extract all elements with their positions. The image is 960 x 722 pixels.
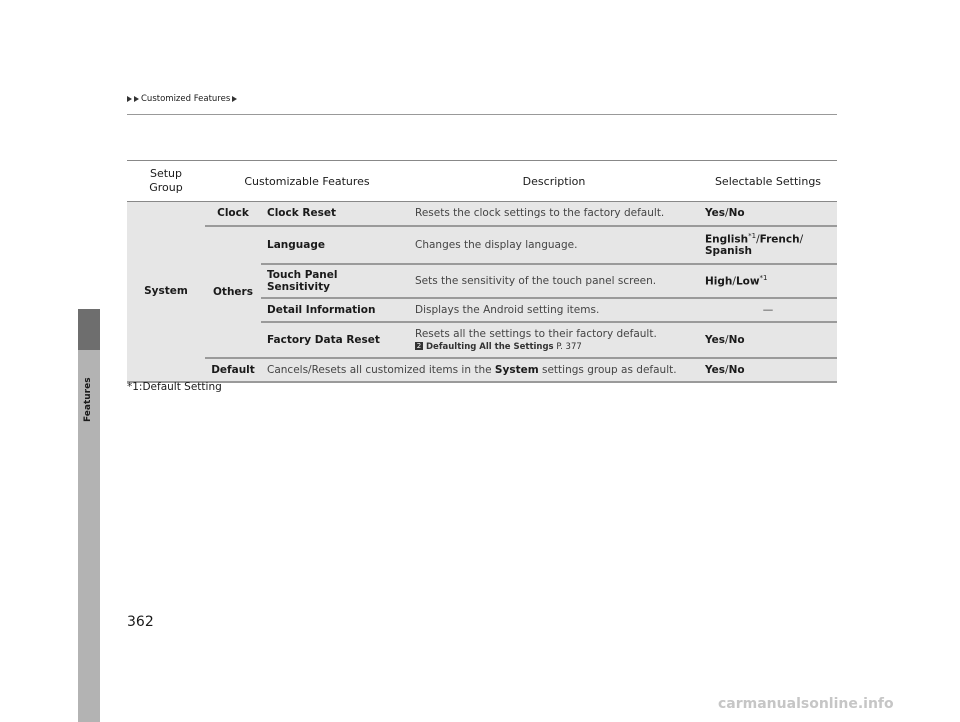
reference-arrow-icon: 2: [416, 342, 422, 350]
setting-french: French: [759, 233, 800, 246]
table-row: [127, 358, 837, 382]
settings-cell: —: [699, 298, 837, 322]
setting-yes: Yes: [705, 333, 726, 346]
reference-page: P. 377: [556, 341, 582, 352]
setting-separator: /: [732, 275, 736, 288]
description-cell: Displays the Android setting items.: [409, 298, 699, 322]
setting-separator: /: [725, 363, 729, 376]
setting-no: No: [728, 363, 745, 376]
setting-separator: /: [725, 333, 729, 346]
setting-high: High: [705, 275, 733, 288]
settings-cell: [699, 202, 837, 226]
breadcrumb: [127, 94, 237, 104]
description-cell: Resets the clock settings to the factory default.: [409, 202, 699, 226]
setting-no: No: [728, 333, 745, 346]
description-cell: Sets the sensitivity of the touch panel screen.: [409, 264, 699, 298]
setting-low: Low: [735, 275, 760, 288]
setting-spanish: Spanish: [705, 245, 752, 258]
setting-separator: /: [799, 233, 804, 246]
settings-cell: [699, 226, 837, 264]
feature-cell: Detail Information: [261, 298, 409, 322]
footnote: *1:Default Setting: [127, 381, 222, 393]
description-text: settings group as default.: [542, 363, 677, 376]
footnote-marker: *1: [759, 273, 768, 282]
table-header-row: [127, 161, 837, 202]
table-row: [127, 226, 837, 264]
col-header-features: Customizable Features: [205, 161, 409, 202]
cross-reference-link[interactable]: [415, 342, 693, 352]
header-rule: [127, 114, 837, 115]
customizable-features-table: [127, 160, 837, 383]
breadcrumb-arrow-icon: [232, 96, 237, 102]
side-section-label: Features: [83, 377, 93, 423]
subgroup-cell-default: Default: [205, 358, 261, 382]
description-text: Cancels/Resets all customized items in the: [267, 363, 492, 376]
breadcrumb-arrow-icon: [127, 96, 132, 102]
description-emphasis: System: [494, 363, 539, 376]
side-section-tab-marker: [78, 309, 100, 350]
setting-no: No: [728, 207, 745, 220]
subgroup-cell-others: Others: [205, 226, 261, 358]
reference-title: Defaulting All the Settings: [426, 341, 554, 352]
subgroup-cell-clock: Clock: [205, 202, 261, 226]
group-cell-system: System: [127, 202, 205, 382]
col-header-description: Description: [409, 161, 699, 202]
col-header-setup-group: Setup Group: [127, 161, 205, 202]
breadcrumb-arrow-icon: [134, 96, 139, 102]
footnote-marker: *1: [748, 231, 757, 240]
feature-cell: Touch Panel Sensitivity: [261, 264, 409, 298]
description-cell: Changes the display language.: [409, 226, 699, 264]
settings-cell: [699, 358, 837, 382]
breadcrumb-label: Customized Features: [141, 94, 231, 104]
description-cell: [409, 322, 699, 358]
col-header-settings: Selectable Settings: [699, 161, 837, 202]
settings-cell: [699, 322, 837, 358]
feature-cell: Language: [261, 226, 409, 264]
setting-english: English: [705, 233, 749, 246]
page-number: 362: [127, 614, 154, 630]
description-cell: [261, 358, 699, 382]
setting-yes: Yes: [705, 363, 726, 376]
feature-cell: Clock Reset: [261, 202, 409, 226]
setting-separator: /: [756, 233, 760, 246]
feature-cell: Factory Data Reset: [261, 322, 409, 358]
table-row: [127, 202, 837, 226]
settings-cell: [699, 264, 837, 298]
watermark: carmanualsonline.info: [718, 696, 894, 712]
setting-separator: /: [725, 207, 729, 220]
description-text: Resets all the settings to their factory default.: [415, 327, 657, 340]
setting-yes: Yes: [705, 207, 726, 220]
